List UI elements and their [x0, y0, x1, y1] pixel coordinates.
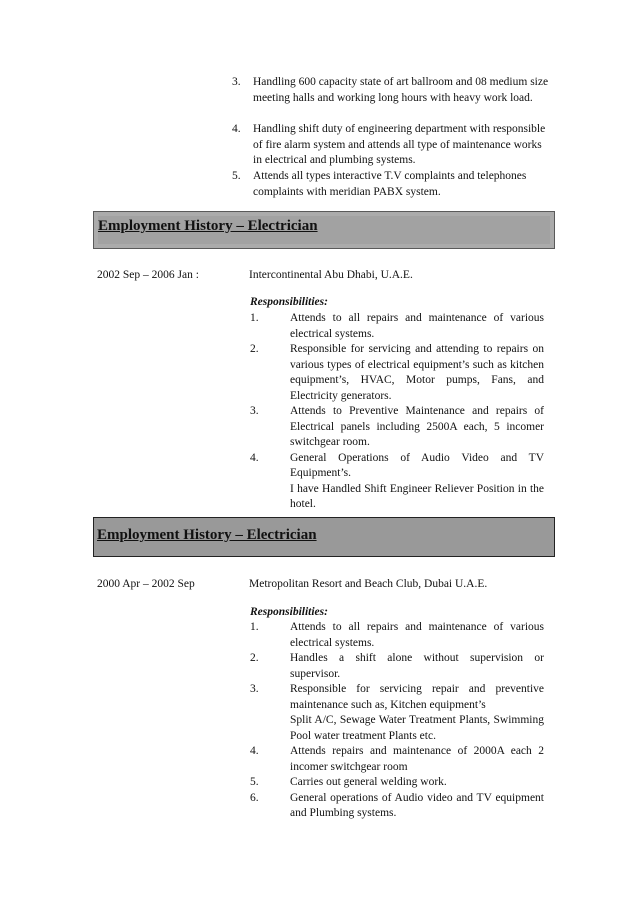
section-title: Employment History – Electrician	[98, 218, 318, 234]
list-number: 4.	[250, 745, 259, 757]
list-item	[250, 651, 544, 682]
list-text: Carries out general welding work.	[290, 776, 447, 788]
list-text: Handling shift duty of engineering department with responsible of fire alarm system and attends all type of maintenance works in electrical and plumbing systems.	[253, 123, 546, 166]
list-text: Responsible for servicing repair and preventive maintenance such as, Kitchen equipment’s	[290, 683, 544, 711]
list-text: Attends to all repairs and maintenance of various electrical systems.	[290, 312, 544, 340]
list-item	[250, 620, 544, 651]
list-item	[250, 682, 544, 744]
list-number: 3.	[232, 76, 241, 88]
list-text: General operations of Audio video and TV equipment and Plumbing systems.	[290, 791, 544, 819]
list-number: 3.	[250, 683, 259, 695]
list-item	[250, 791, 544, 822]
list-number: 4.	[250, 451, 259, 464]
list-item	[250, 342, 544, 404]
list-item	[250, 744, 544, 775]
list-text: Responsible for servicing and attending to repairs on various types of electrical equipment’s such as kitchen equipment’s, HVAC, Motor pumps, Fans, and Electricity generators.	[290, 343, 544, 402]
list-item	[250, 404, 544, 451]
list-number: 1.	[250, 312, 259, 324]
list-item	[250, 311, 544, 342]
list-text-extra: I have Handled Shift Engineer Reliever Position in the hotel.	[290, 482, 544, 510]
list-number: 4.	[232, 123, 241, 135]
employment-dates: 2000 Apr – 2002 Sep	[97, 578, 195, 590]
list-text: Attends to Preventive Maintenance and repairs of Electrical panels including 2500A each, 5 incomer switchgear room.	[290, 405, 544, 448]
section-header	[93, 211, 555, 249]
list-text: Handles a shift alone without supervision or supervisor.	[290, 652, 544, 680]
list-number: 2.	[250, 652, 259, 664]
employer-name: Metropolitan Resort and Beach Club, Dubai U.A.E.	[249, 578, 488, 590]
list-text: General Operations of Audio Video and TV Equipment’s.	[290, 451, 544, 479]
list-number: 3.	[250, 405, 259, 417]
list-item	[250, 451, 544, 513]
list-number: 2.	[250, 343, 259, 355]
list-text: Attends to all repairs and maintenance of various electrical systems.	[290, 621, 544, 649]
list-number: 5.	[232, 170, 241, 182]
responsibilities-label: Responsibilities:	[250, 296, 328, 308]
list-text: Attends repairs and maintenance of 2000A each 2 incomer switchgear room	[290, 745, 544, 773]
list-text-extra: Split A/C, Sewage Water Treatment Plants, Swimming Pool water treatment Plants etc.	[290, 714, 544, 742]
employment-dates: 2002 Sep – 2006 Jan :	[97, 269, 199, 281]
responsibilities-label: Responsibilities:	[250, 606, 328, 618]
list-number: 5.	[250, 776, 259, 788]
employer-name: Intercontinental Abu Dhabi, U.A.E.	[249, 269, 413, 281]
list-text: Handling 600 capacity state of art ballroom and 08 medium size meeting halls and working long hours with heavy work load.	[253, 76, 549, 104]
list-number: 1.	[250, 621, 259, 633]
list-item	[250, 775, 544, 791]
list-number: 6.	[250, 791, 259, 804]
section-header	[93, 517, 555, 557]
responsibilities-list	[250, 620, 544, 822]
responsibilities-list	[250, 311, 544, 513]
list-text: Attends all types interactive T.V complaints and telephones complaints with meridian PABX system.	[253, 170, 527, 198]
section-title: Employment History – Electrician	[97, 527, 317, 543]
